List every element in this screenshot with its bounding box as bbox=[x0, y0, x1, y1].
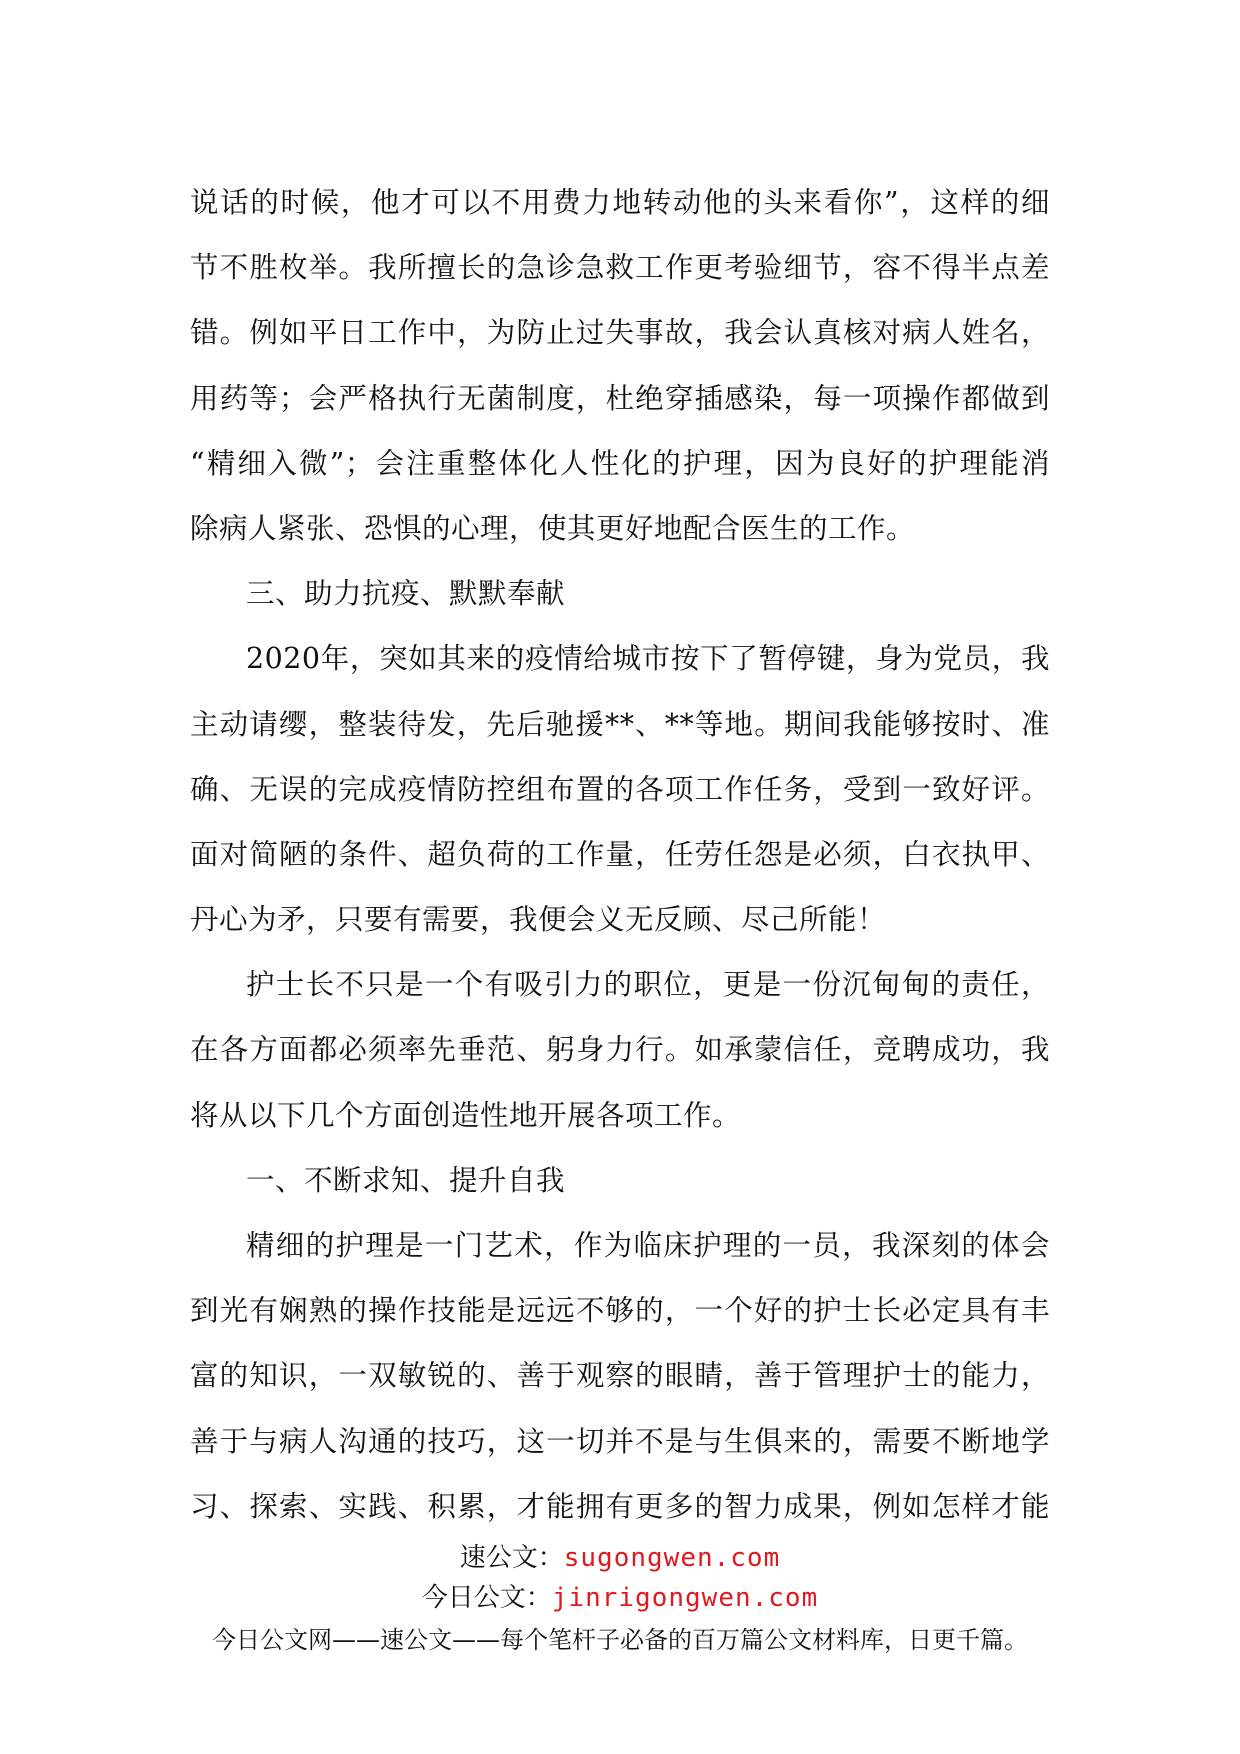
footer-sugongwen bbox=[0, 1540, 1240, 1576]
text-line: 节不胜枚举。我所擅长的急诊急救工作更考验细节，容不得半点差 bbox=[190, 251, 1050, 285]
section-heading: 一、不断求知、提升自我 bbox=[246, 1163, 566, 1197]
text-line: 错。例如平日工作中，为防止过失事故，我会认真核对病人姓名， bbox=[190, 316, 1050, 350]
document-body bbox=[190, 170, 1050, 1539]
text-line: 确、无误的完成疫情防控组布置的各项工作任务，受到一致好评。 bbox=[190, 772, 1050, 806]
text-line: 富的知识，一双敏锐的、善于观察的眼睛，善于管理护士的能力， bbox=[190, 1359, 1050, 1393]
footer-slogan: 今日公文网——速公文——每个笔杆子必备的百万篇公文材料库，日更千篇。 bbox=[212, 1626, 1028, 1654]
text-line: 除病人紧张、恐惧的心理，使其更好地配合医生的工作。 bbox=[190, 511, 916, 545]
footer-link-sugongwen[interactable]: sugongwen.com bbox=[563, 1543, 781, 1573]
text-line: 护士长不只是一个有吸引力的职位，更是一份沉甸甸的责任， bbox=[246, 968, 1050, 1002]
footer-label: 今日公文： bbox=[421, 1583, 552, 1613]
text-line: “精细入微”；会注重整体化人性化的护理，因为良好的护理能消 bbox=[190, 446, 1050, 480]
text-line: 用药等；会严格执行无菌制度，杜绝穿插感染，每一项操作都做到 bbox=[190, 381, 1050, 415]
text-line: 丹心为矛，只要有需要，我便会义无反顾、尽己所能！ bbox=[190, 903, 887, 937]
text-line: 2020年，突如其来的疫情给城市按下了暂停键，身为党员，我 bbox=[246, 642, 1050, 676]
text-line: 到光有娴熟的操作技能是远远不够的，一个好的护士长必定具有丰 bbox=[190, 1294, 1050, 1328]
text-line: 面对简陋的条件、超负荷的工作量，任劳任怨是必须，白衣执甲、 bbox=[190, 837, 1050, 871]
footer-link-jinrigongwen[interactable]: jinrigongwen.com bbox=[551, 1583, 819, 1613]
section-heading: 三、助力抗疫、默默奉献 bbox=[246, 577, 566, 611]
text-line: 主动请缨，整装待发，先后驰援**、**等地。期间我能够按时、准 bbox=[190, 707, 1050, 741]
footer-jinrigongwen bbox=[0, 1580, 1240, 1616]
text-line: 说话的时候，他才可以不用费力地转动他的头来看你”，这样的细 bbox=[190, 186, 1050, 219]
text-line: 习、探索、实践、积累，才能拥有更多的智力成果，例如怎样才能 bbox=[190, 1489, 1050, 1523]
text-line: 精细的护理是一门艺术，作为临床护理的一员，我深刻的体会 bbox=[246, 1229, 1050, 1262]
footer-label: 速公文： bbox=[459, 1543, 564, 1573]
text-line: 将从以下几个方面创造性地开展各项工作。 bbox=[190, 1098, 742, 1132]
text-line: 善于与病人沟通的技巧，这一切并不是与生俱来的，需要不断地学 bbox=[190, 1424, 1050, 1458]
text-line: 在各方面都必须率先垂范、躬身力行。如承蒙信任，竞聘成功，我 bbox=[190, 1033, 1050, 1067]
